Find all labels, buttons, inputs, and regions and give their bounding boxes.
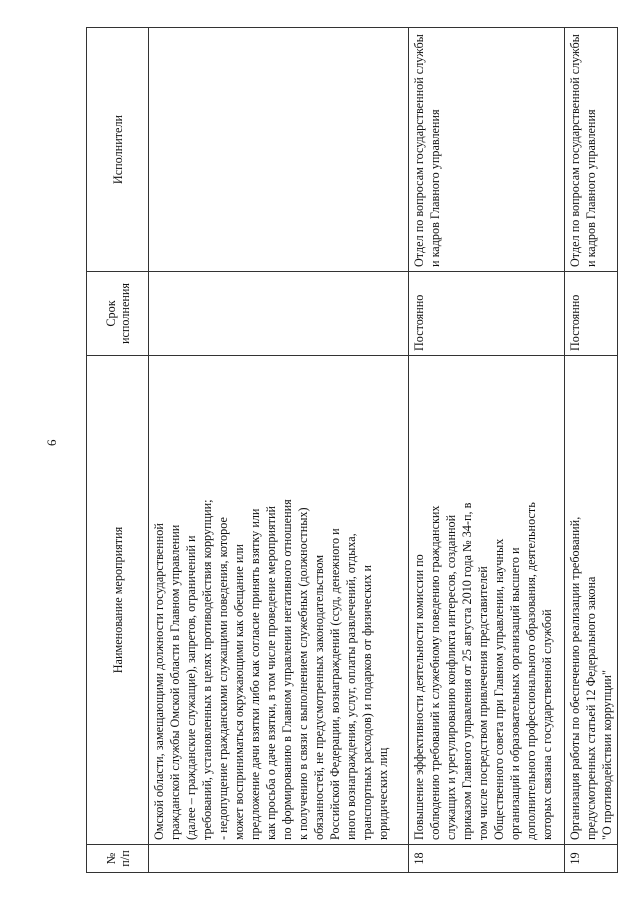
measure-name xyxy=(409,356,565,845)
header-num: № п/п xyxy=(87,845,149,873)
text-line: (далее – гражданские служащие), запретов, ограничений и xyxy=(184,535,198,840)
text-line: соблюдению требований к служебному поведению гражданских xyxy=(428,505,442,840)
text-line: том числе посредством привлечения представителей xyxy=(476,566,490,840)
text-line: "О противодействии коррупции" xyxy=(600,670,614,840)
measure-name xyxy=(149,356,409,845)
text-line: предложение дачи взятки либо как согласие принять взятку или xyxy=(248,508,262,840)
text-line: - недопущение гражданскими служащими поведения, которое xyxy=(216,517,230,840)
text-line: дополнительного профессионального образования, деятельность xyxy=(524,502,538,840)
measure-name xyxy=(565,356,618,845)
text-line: иного вознаграждения, услуг, оплаты развлечений, отдыха, xyxy=(344,533,358,840)
text-line: Организация работы по обеспечению реализации требований, xyxy=(568,516,582,840)
text-line: гражданской службы Омской области в Главном управлении xyxy=(168,524,182,840)
row-number xyxy=(149,845,409,873)
measure-executors xyxy=(149,28,409,272)
measure-term: Постоянно xyxy=(565,272,618,356)
text-line: предусмотренных статьей 12 Федерального закона xyxy=(584,576,598,840)
measure-term xyxy=(149,272,409,356)
text-line: может восприниматься окружающими как обещание или xyxy=(232,544,246,840)
header-name: Наименование мероприятия xyxy=(87,356,149,845)
text-line: по формированию в Главном управлении негативного отношения xyxy=(280,499,294,840)
header-executors: Исполнители xyxy=(87,28,149,272)
header-term: Срок исполнения xyxy=(87,272,149,356)
text-line: которых связана с государственной службой xyxy=(540,609,554,840)
text-line: транспортных расходов) и подарков от физических и xyxy=(360,564,374,840)
measures-table xyxy=(86,27,618,873)
measure-executors: Отдел по вопросам государственной службы и кадров Главного управления xyxy=(409,28,565,272)
text-line: обязанностей, не предусмотренных законодательством xyxy=(312,554,326,840)
text-line: служащих и урегулированию конфликта интересов, созданной xyxy=(444,514,458,840)
row-number: 18 xyxy=(409,845,565,873)
rotated-page-content xyxy=(86,28,614,873)
table-row xyxy=(149,28,409,873)
text-line: Общественного совета при Главном управлении, научных xyxy=(492,538,506,840)
text-line: Российской Федерации, вознаграждений (ссуд, денежного и xyxy=(328,528,342,840)
text-line: Повышение эффективности деятельности комиссии по xyxy=(412,554,426,840)
text-line: как просьба о даче взятки, в том числе проведение мероприятий xyxy=(264,505,278,840)
table-header-row xyxy=(87,28,149,873)
page-number: 6 xyxy=(44,439,59,446)
text-line: юридических лиц xyxy=(376,747,390,840)
measure-term: Постоянно xyxy=(409,272,565,356)
text-line: Омской области, замещающими должности государственной xyxy=(152,523,166,840)
text-line: организаций и образовательных организаций высшего и xyxy=(508,547,522,840)
text-line: требований, установленных в целях противодействия коррупции; xyxy=(200,499,214,840)
measure-executors: Отдел по вопросам государственной службы и кадров Главного управления xyxy=(565,28,618,272)
row-number: 19 xyxy=(565,845,618,873)
text-line: приказом Главного управления от 25 августа 2010 года № 34-п, в xyxy=(460,502,474,840)
text-line: к получению в связи с выполнением служебных (должностных) xyxy=(296,507,310,840)
table-row xyxy=(565,28,618,873)
table-row xyxy=(409,28,565,873)
